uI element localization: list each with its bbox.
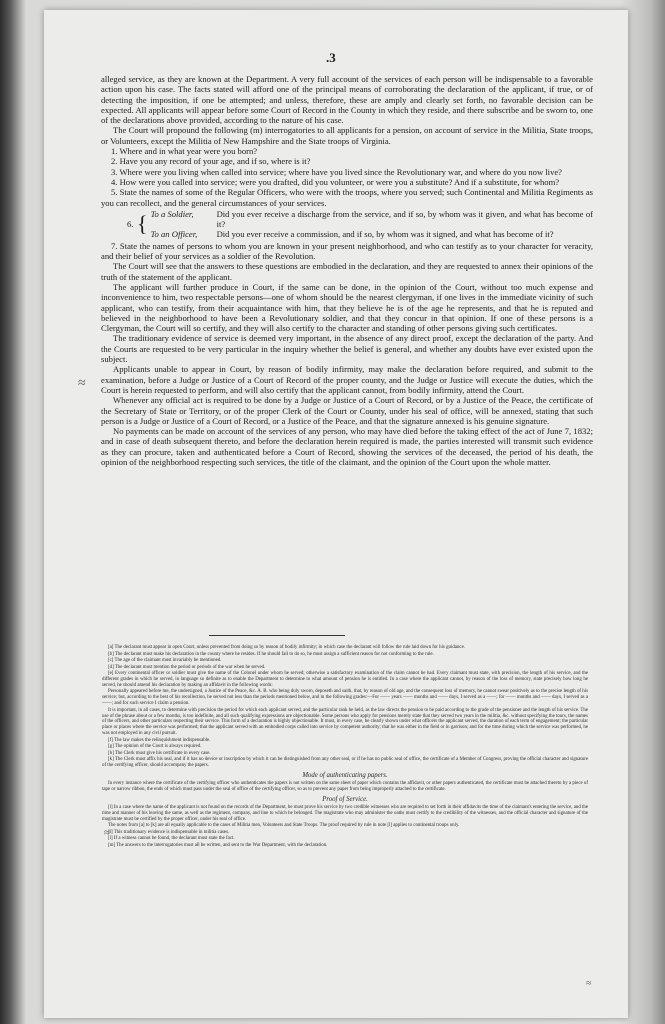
item-six-options — [151, 209, 593, 240]
left-brace-icon: { — [137, 211, 148, 237]
interrogatory: 1. Where and in what year were you born? — [111, 146, 258, 157]
mode-heading: Mode of authenticating papers. — [302, 772, 388, 780]
item-number: 6. — [127, 219, 134, 230]
paragraph: Whenever any official act is required to be done by a Judge or Justice of a Court of Record, or by a Justice of the Peace, the certificate of the Secretary of State or Territory, or of the proper Clerk of the Court or County, under his seal of office, will be annexed, stating that such person is a Judge or Justice of a Court of Record, or a Justice of the Peace, and that the signature annexed is his genuine signature. — [101, 395, 593, 426]
footnote: [d] The declarant must mention the period or periods of the war when he served. — [108, 664, 266, 670]
ink-mark-icon: ≈ — [586, 978, 592, 989]
footnotes — [102, 645, 588, 849]
interrogatory: 5. State the names of some of the Regular Officers, who were with the troops, where you served; such Continental and Militia Regiments as you can recollect, and the general circumstances of your services. — [101, 187, 593, 208]
main-text — [101, 74, 593, 467]
proof-note: [m] The answers to the interrogatories must all be written, and sent to the War Department, with the declaration. — [108, 842, 328, 848]
footnote: [a] The declarant must appear in open Court, unless prevented from doing so by reason of bodily infirmity; in which case the declarant will follow the rule laid down for his guidance. — [108, 645, 465, 650]
margin-mark-icon: ≈ — [78, 376, 86, 391]
officer-row — [151, 229, 593, 239]
footnote: It is important, in all cases, to determine with precision the period for which each applicant served, and the particular rank he held, as the law directs the pension to be paid according to the grade of the pensioner and the length of his service. The use of the phrase about or a few months, is too indefinite, and all such qualifying expressions are objectionable. Some persons who apply for pensions merely state that they served two years in the militia, &c. without specifying the tours, the names of the officers, and other particulars respecting their service. This form of a declaration is highly objectionable. It must, in every case, be clearly shown under what officers the applicant served, the duration of each term of engagement; the particular place or places where the service was performed; that the applicant served with an embodied corps called into service by competent authority; that he was either in the field or in garrison; and for the time during which the service was performed, he was not employed in any civil pursuit. — [102, 707, 588, 737]
proof-heading: Proof of Service. — [322, 795, 368, 803]
footnote: [g] The opinion of the Court is always required. — [108, 744, 202, 750]
proof-note: [l] In a case where the name of the applicant is not found on the records of the Department, he must prove his service by two credible witnesses who are required to set forth in their affidavits the time of the claimant's entering the service, and the time and manner of his leaving the same, as well as the regiment, company, and line to which he belonged. The magistrate who may administer the oaths must certify to the credibility of the witnesses, and the official character and signature of the magistrate must be certified by the proper officer, under his seal of office. — [102, 804, 588, 822]
paragraph: The traditionary evidence of service is deemed very important, in the absence of any direct proof, except the declaration of the party. And the Courts are requested to be very particular in the inquiry whether the belief is general, and whether any doubts have ever existed upon the subject. — [101, 333, 593, 365]
paragraph: No payments can be made on account of the services of any person, who may have died before the taking effect of the act of June 7, 1832; and in case of death subsequent thereto, and before the declaration herein required is made, the parties interested will transmit such evidence as they can procure, taken and authenticated before a Court of Record, showing the services of the deceased, the period of his death, the opinion of the neighborhood respecting such services, the title of the claimant, and the opinion of the Court upon the whole matter. — [101, 426, 593, 467]
page-number: .3 — [326, 50, 336, 65]
paragraph: The applicant will further produce in Court, if the same can be done, in the opinion of the Court, without too much expense and inconvenience to him, two respectable persons—one of whom should be the nearest clergyman, if one lives in the immediate vicinity of such applicant, who can testify, from their acquaintance with him, that they believe he is of the age he represents, and that he is reputed and believed in the neighborhood to have been a Revolutionary soldier, and that they concur in that opinion. If one of these persons is a Clergyman, the Court will so certify, and they will also certify to the character and standing of other persons giving such certificates. — [101, 281, 593, 334]
interrogatory: 7. State the names of persons to whom you are known in your present neighborhood, and who can testify as to your character for veracity, and their belief of your services as a soldier of the Revolution. — [101, 240, 593, 262]
footnote: [h] The Clerk must give his certificate in every case. — [108, 750, 211, 756]
footnote: [c] The age of the claimant must invariably be mentioned. — [108, 658, 222, 663]
proof-note: [l] If a witness cannot be found, the declarant must state the fact. — [108, 836, 235, 842]
footnote: [k] The Clerk must affix his seal, and if it has no device or inscription by which it can be distinguished from any other seal, or if he has no public seal of office, the certificate of a Member of Congress, proving the official character and signature of the certifying officer, should accompany the papers. — [102, 757, 588, 769]
paragraph: The Court will see that the answers to these questions are embodied in the declaration, and they are requested to annex their opinions of the truth of the statement of the applicant. — [101, 261, 593, 282]
officer-label: To an Officer, — [150, 229, 198, 240]
interrogatory: 2. Have you any record of your age, and if so, where is it? — [111, 156, 311, 167]
footnote: [b] The declarant must make his declaration in the county where he resides. If he should fail to do so, he must assign a sufficient reason for not conforming to the rule. — [108, 651, 434, 657]
paragraph: alleged service, as they are known at the Department. A very full account of the services of each person will be indispensable to a favorable action upon his case. The facts stated will afford one of the principal means of corroborating the declaration of the applicant, if true, or of detecting the imposition, if one be attempted; and unless, therefore, these are amply and clearly set forth, no favorable decision can be expected. All applicants will appear before some Court of Record in the County in which they reside, and there subscribe and be sworn to, one of the declarations above provided, according to the nature of his case. — [101, 74, 593, 126]
document-page — [44, 10, 628, 1018]
paragraph: Applicants unable to appear in Court, by reason of bodily infirmity, may make the declaration before required, and submit to the examination, before a Judge or Justice of a Court of Record of the proper county, and the Judge or Justice will execute the duties, which the Court is herein requested to perform, and will also certify that the applicant cannot, from bodily infirmity, attend the Court. — [101, 364, 593, 395]
footnote: [e] Every continental officer or soldier must give the name of the Colonel under whom he served; otherwise a satisfactory examination of the claim cannot be had. Every claimant must state, with precision, the length of his service, and the different grades in which he served, in language so definite as to enable the Department to determine to what amount of pension he is entitled. In a case where the applicant cannot, by reason of the loss of memory, state precisely how long he served, he should amend his declaration by making an affidavit in the following words: — [102, 671, 588, 688]
interrogatory: 4. How were you called into service; were you drafted, did you volunteer, or were you a substitute? And if a substitute, for whom? — [111, 176, 560, 187]
soldier-label: To a Soldier, — [150, 208, 194, 219]
proof-note: The notes from [a] to [k] are all equally applicable to the cases of Militia men, Volunteers and State Troops. The proof required by rule in note [l] applies to continental troops only. — [108, 823, 460, 829]
footnote: [f] The law makes the relinquishment indispensable. — [108, 737, 211, 743]
paragraph: The Court will propound the following (m) interrogatories to all applicants for a pension, on account of service in the Militia, State troops, or Volunteers, except the Militia of New Hampshire and the State troops of Virginia. — [101, 125, 593, 146]
mode-text: In every instance where the certificate of the certifying officer who authenticates the papers is not written on the same sheet of paper which contains the affidavit, or other papers authenticated, the certificate must be attached thereto by a piece of tape or narrow ribbon, the ends of which must pass under the seal of office of the certifying officer, so as to prevent any paper from being improperly attached to the certificate. — [102, 781, 588, 792]
proof-note: [l] This traditionary evidence is indispensable in militia cases. — [108, 829, 230, 835]
interrogatory: 3. Where were you living when called into service; where have you lived since the Revolutionary war, and where do you now live? — [111, 166, 562, 177]
margin-mark-icon: ≈ — [104, 827, 111, 839]
interrogatory-six — [127, 209, 593, 240]
officer-text: Did you ever receive a commission, and if so, by whom was it signed, and what has become of it? — [216, 229, 554, 240]
soldier-text: Did you ever receive a discharge from the service, and if so, by whom was it given, and what has become of it? — [216, 208, 593, 230]
section-divider — [209, 635, 345, 636]
soldier-row — [151, 209, 593, 230]
footnote: Personally appeared before me, the undersigned, a Justice of the Peace, &c. A. B. who being duly sworn, deposeth and saith, that, by reason of old age, and the consequent loss of memory, he cannot swear positively as to the precise length of his service; but, according to the best of his recollection, he served not less than the periods mentioned below, and in the following grades:—For —— years —— months and —— days, I served as a ——; for —— months and —— days, I served as a ——; and for such service I claim a pension. — [102, 689, 588, 707]
